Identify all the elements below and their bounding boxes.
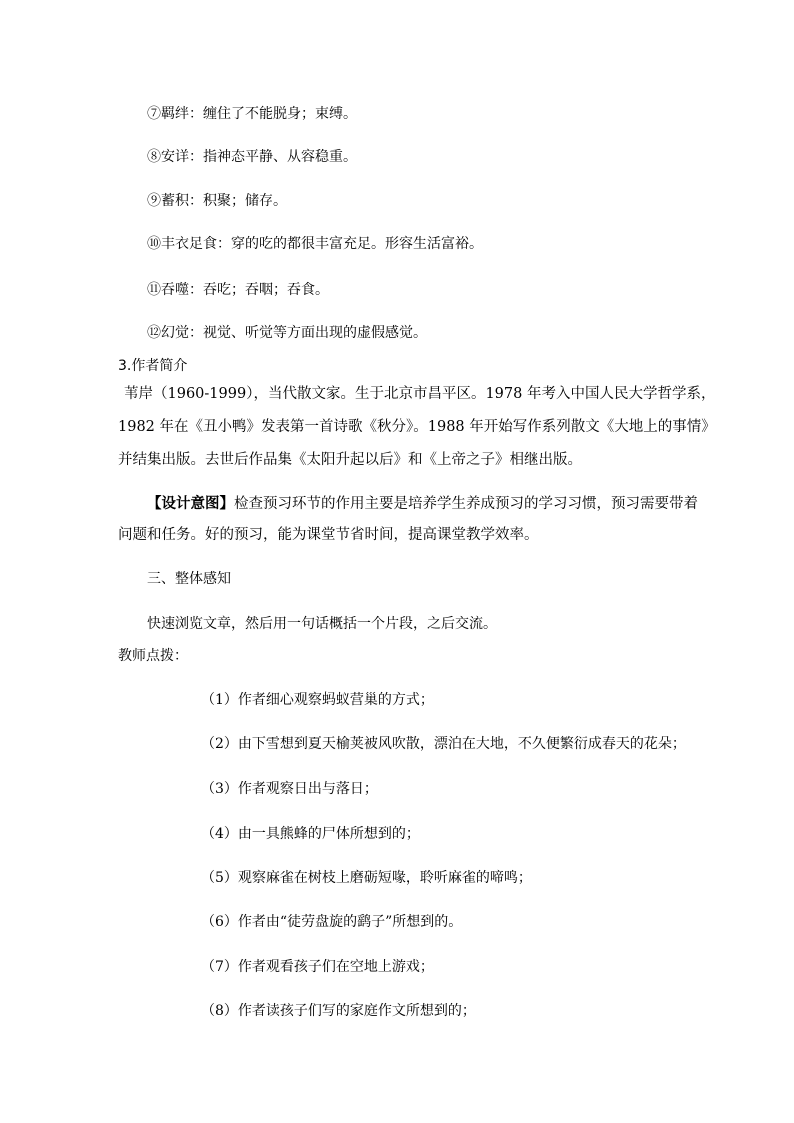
summary-point: （4）由一具熊蜂的尸体所想到的； bbox=[201, 826, 420, 842]
summary-point: （2）由下雪想到夏天榆荚被风吹散，漂泊在大地，不久便繁衍成春天的花朵； bbox=[201, 736, 686, 752]
summary-point: （7）作者观看孩子们在空地上游戏； bbox=[201, 959, 434, 975]
author-text-line: 1982 年在《丑小鸭》发表第一首诗歌《秋分》。1988 年开始写作系列散文《大地上的事情》 bbox=[118, 419, 716, 435]
section-instruction: 快速浏览文章，然后用一句话概括一个片段，之后交流。 bbox=[147, 616, 497, 632]
vocab-item-9: ⑨蓄积：积聚；储存。 bbox=[147, 193, 287, 209]
section-heading: 三、整体感知 bbox=[147, 571, 231, 587]
design-intent-text: 检查预习环节的作用主要是培养学生养成预习的学习习惯，预习需要带着 bbox=[234, 496, 698, 512]
vocab-item-7: ⑦羁绊：缠住了不能脱身；束缚。 bbox=[147, 106, 357, 122]
vocab-item-11: ⑪吞噬：吞吃；吞咽；吞食。 bbox=[147, 282, 329, 298]
summary-point: （8）作者读孩子们写的家庭作文所想到的； bbox=[201, 1003, 476, 1019]
design-intent-label: 【设计意图】 bbox=[147, 495, 234, 512]
design-intent-text-line: 问题和任务。好的预习，能为课堂节省时间，提高课堂教学效率。 bbox=[118, 527, 539, 543]
summary-point: （5）观察麻雀在树枝上磨砺短喙，聆听麻雀的啼鸣； bbox=[201, 870, 532, 886]
design-intent-paragraph bbox=[147, 494, 698, 514]
summary-point: （1）作者细心观察蚂蚁营巢的方式； bbox=[201, 692, 434, 708]
vocab-item-10: ⑩丰衣足食：穿的吃的都很丰富充足。形容生活富裕。 bbox=[147, 236, 483, 252]
author-heading: 3.作者简介 bbox=[118, 358, 188, 374]
teacher-label: 教师点拨： bbox=[118, 648, 188, 664]
author-text-line: 并结集出版。去世后作品集《太阳升起以后》和《上帝之子》相继出版。 bbox=[118, 452, 582, 468]
author-text-line: 苇岸（1960-1999），当代散文家。生于北京市昌平区。1978 年考入中国人民大学哲学系， bbox=[124, 386, 716, 402]
vocab-item-12: ⑫幻觉：视觉、听觉等方面出现的虚假感觉。 bbox=[147, 325, 427, 341]
summary-point: （3）作者观察日出与落日； bbox=[201, 781, 378, 797]
vocab-item-8: ⑧安详：指神态平静、从容稳重。 bbox=[147, 149, 357, 165]
summary-point: （6）作者由“徒劳盘旋的鹞子”所想到的。 bbox=[201, 914, 463, 930]
